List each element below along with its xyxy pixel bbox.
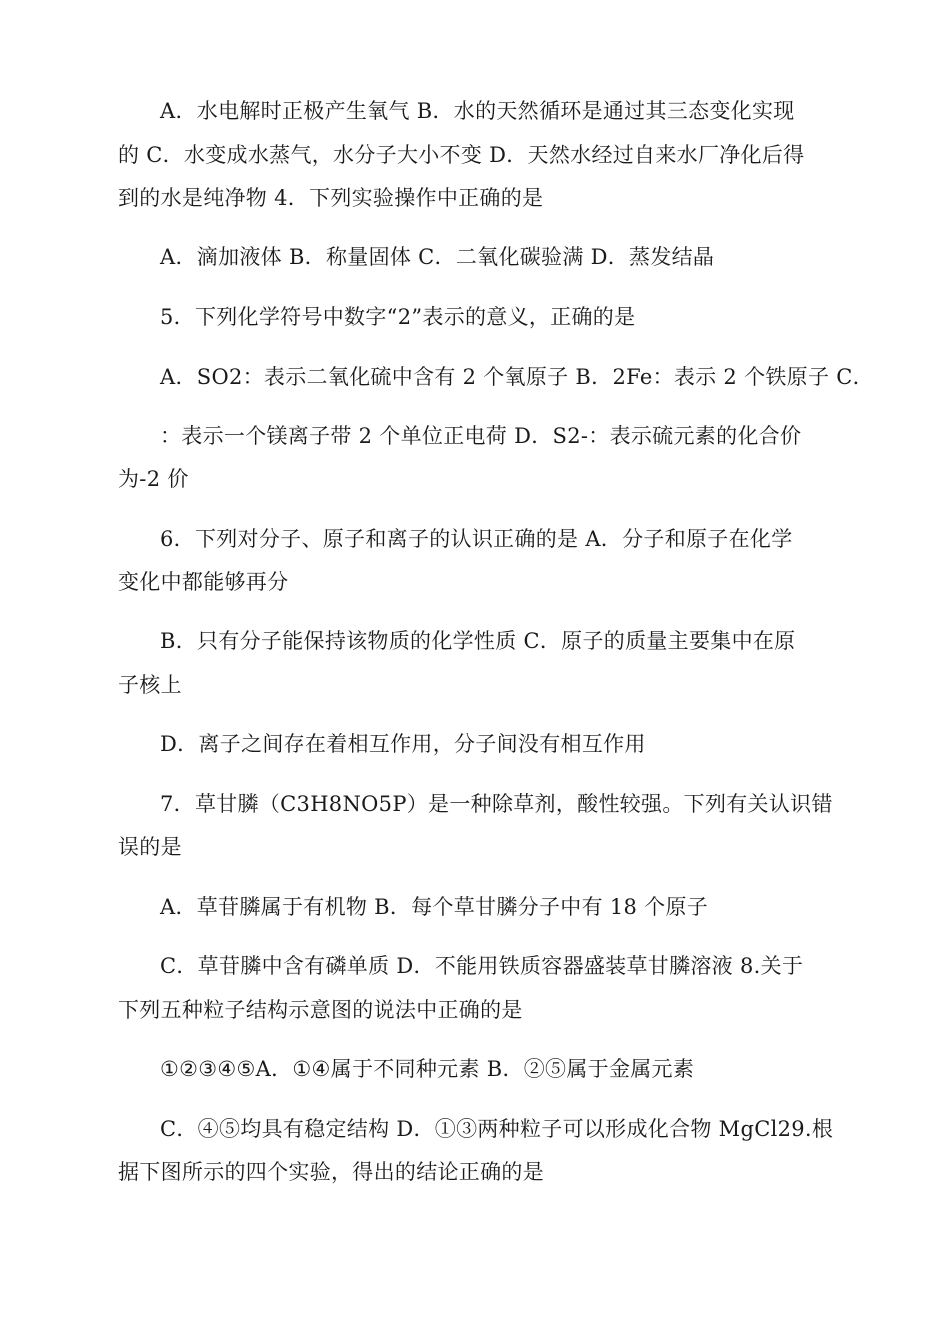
text-line: C．④⑤均具有稳定结构 D．①③两种粒子可以形成化合物 MgCl29.根 <box>160 1117 834 1141</box>
text-line: A．草苷膦属于有机物 B．每个草甘膦分子中有 18 个原子 <box>160 895 709 919</box>
text-line: A．滴加液体 B．称量固体 C．二氧化碳验满 D．蒸发结晶 <box>160 245 715 269</box>
text-line: 为-2 价 <box>118 467 189 491</box>
text-line: 误的是 <box>118 835 182 859</box>
text-line: C．草苷膦中含有磷单质 D．不能用铁质容器盛装草甘膦溶液 8.关于 <box>160 954 804 978</box>
text-line: A．SO2：表示二氧化硫中含有 2 个氧原子 B．2Fe：表示 2 个铁原子 C． <box>160 365 874 389</box>
text-line: D．离子之间存在着相互作用，分子间没有相互作用 <box>160 732 646 756</box>
text-line: ：表示一个镁离子带 2 个单位正电荷 D．S2-：表示硫元素的化合价 <box>160 424 802 448</box>
text-line: 据下图所示的四个实验，得出的结论正确的是 <box>118 1160 544 1184</box>
text-line: 到的水是纯净物 4．下列实验操作中正确的是 <box>118 186 544 210</box>
text-line: 6．下列对分子、原子和离子的认识正确的是 A．分子和原子在化学 <box>160 527 793 551</box>
text-line: ①②③④⑤A．①④属于不同种元素 B．②⑤属于金属元素 <box>160 1057 695 1081</box>
text-line: A．水电解时正极产生氧气 B．水的天然循环是通过其三态变化实现 <box>160 99 795 123</box>
text-line: 的 C．水变成水蒸气，水分子大小不变 D．天然水经过自来水厂净化后得 <box>118 143 805 167</box>
text-line: 7．草甘膦（C3H8NO5P）是一种除草剂，酸性较强。下列有关认识错 <box>160 792 833 816</box>
text-line: 变化中都能够再分 <box>118 570 289 594</box>
text-line: 子核上 <box>118 673 182 697</box>
text-line: 5．下列化学符号中数字“2”表示的意义，正确的是 <box>160 305 636 329</box>
text-line: B．只有分子能保持该物质的化学性质 C．原子的质量主要集中在原 <box>160 629 796 653</box>
text-line: 下列五种粒子结构示意图的说法中正确的是 <box>118 998 523 1022</box>
